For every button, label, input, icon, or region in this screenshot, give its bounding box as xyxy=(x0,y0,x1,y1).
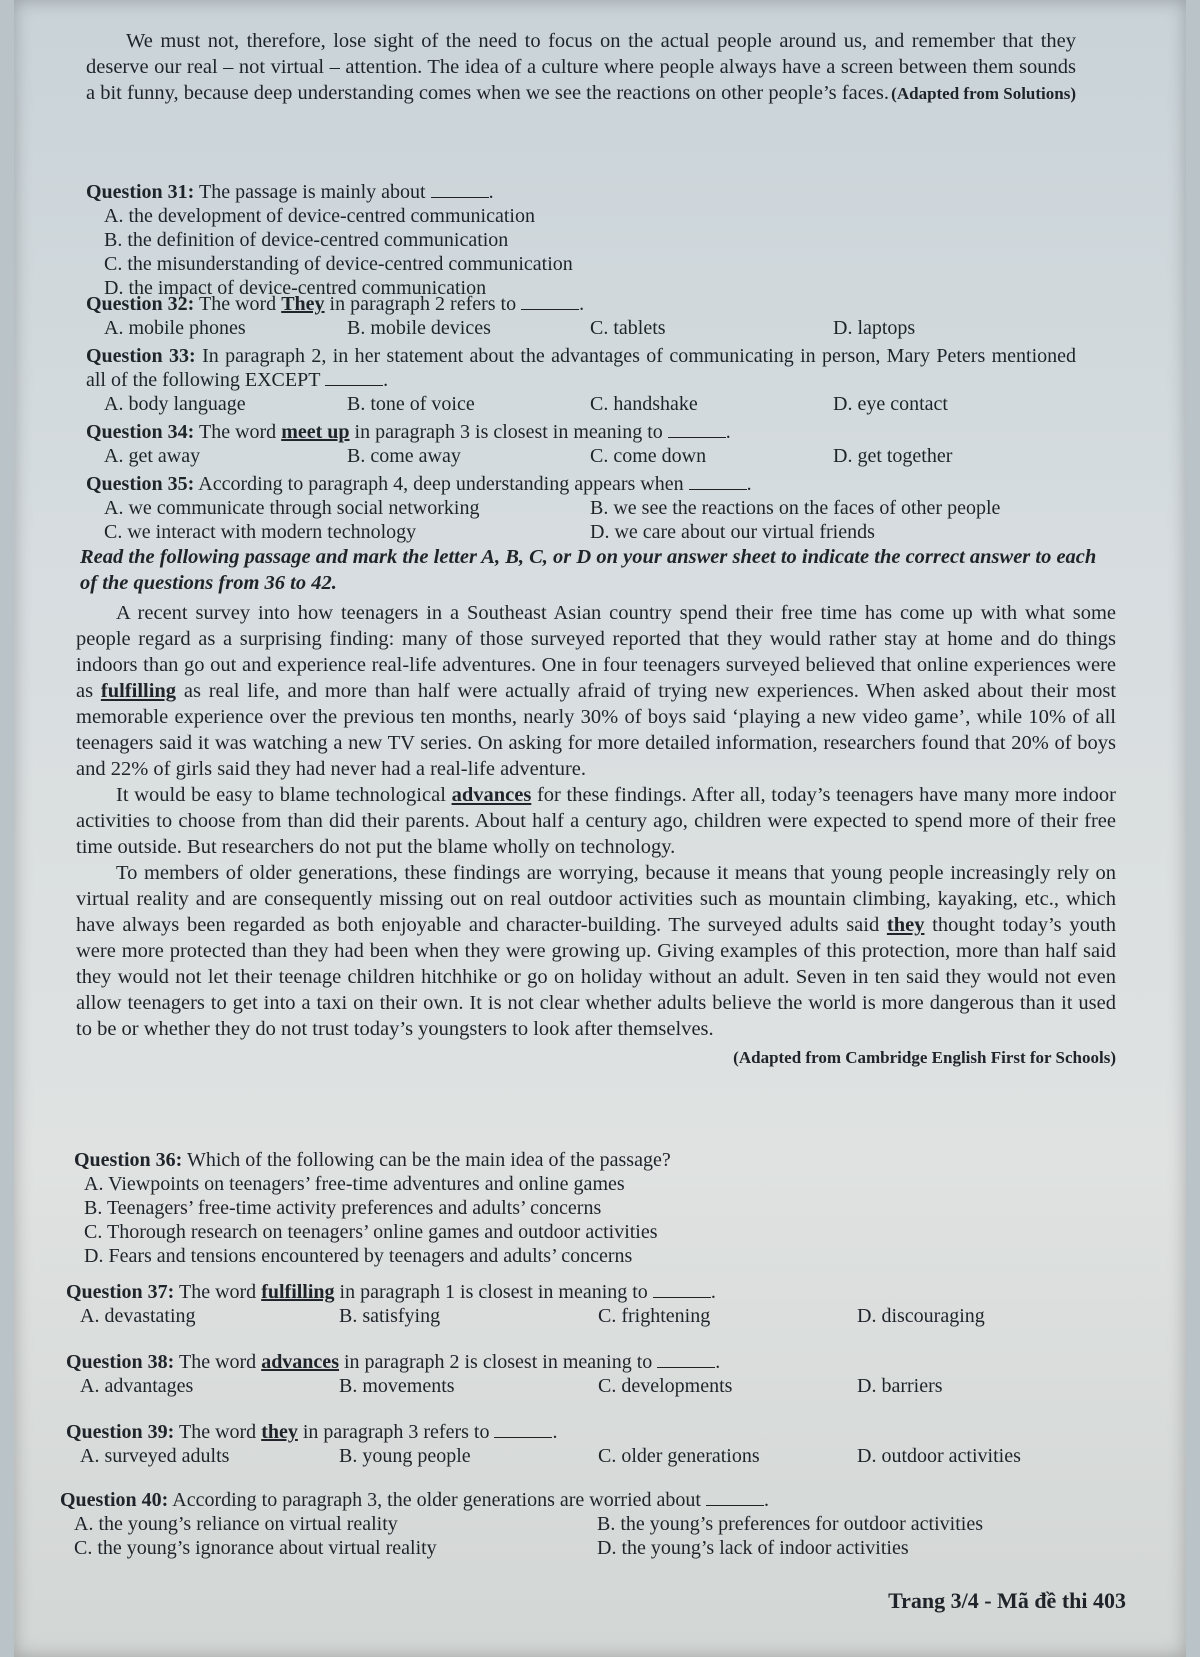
question-38: Question 38: The word advances in paragraph 2 is closest in meaning to . A. advantages B. movements C. developments D. barriers xyxy=(66,1350,1116,1398)
q35-text: According to paragraph 4, deep understanding appears when xyxy=(198,473,684,495)
q31-number: Question 31: xyxy=(86,181,195,203)
q37-option-c[interactable]: C. frightening xyxy=(598,1305,711,1327)
q40-option-d[interactable]: D. the young’s lack of indoor activities xyxy=(597,1537,909,1559)
q36-number: Question 36: xyxy=(74,1149,183,1171)
q33-number: Question 33: xyxy=(86,345,196,367)
q37-keyword: fulfilling xyxy=(261,1281,335,1303)
p1-keyword: fulfilling xyxy=(100,680,177,702)
instruction-block xyxy=(80,544,1110,596)
question-39: Question 39: The word they in paragraph 3 refers to . A. surveyed adults B. young people C. older generations D. outdoor activities xyxy=(66,1420,1116,1468)
intro-block xyxy=(86,28,1076,104)
q32-option-d[interactable]: D. laptops xyxy=(833,317,916,339)
q38-keyword: advances xyxy=(261,1351,339,1373)
page-footer: Trang 3/4 - Mã đề thi 403 xyxy=(888,1588,1126,1613)
passage-source: (Adapted from Cambridge English First for Schools) xyxy=(733,1048,1116,1067)
q31-text: The passage is mainly about xyxy=(198,181,426,203)
q37-option-a[interactable]: A. devastating xyxy=(80,1305,196,1327)
q34-number: Question 34: xyxy=(86,421,195,443)
q33-option-a[interactable]: A. body language xyxy=(104,393,246,415)
q35-number: Question 35: xyxy=(86,473,195,495)
q40-number: Question 40: xyxy=(60,1489,169,1511)
passage-paragraph-3: To members of older generations, these findings are worrying, because it means that young people increasingly rely on virtual reality and are consequently missing out on real outdoor activities such as mountain climbing, kayaking, etc., which have always been regarded as both enjoyable and character-building. The surveyed adults said they thought today’s youth were more protected than they had been when they were growing up. Giving examples of this protection, more than half said they would not let their teenage children hitchhike or go on holiday without an adult. Seven in ten said they would not even allow teenagers to get into a taxi on their own. It is not clear whether adults believe the world is more dangerous than it used to be or whether they do not trust today’s youngsters to look after themselves. xyxy=(76,862,1117,1040)
q34-option-a[interactable]: A. get away xyxy=(104,445,201,467)
q31-option-b[interactable]: B. the definition of device-centred communication xyxy=(104,229,509,251)
q37-number: Question 37: xyxy=(66,1281,175,1303)
passage-paragraph-1: A recent survey into how teenagers in a Southeast Asian country spend their free time has come up with what some people regard as a surprising finding: many of those surveyed reported that they would rather stay at home and do things indoors than go out and experience real-life adventures. One in four teenagers surveyed believed that online experiences were as fulfilling as real life, and more than half were actually afraid of trying new experiences. When asked about their most memorable experience over the previous ten months, nearly 30% of boys said ‘playing a new video game’, while 10% of all teenagers said it was watching a new TV series. On asking for more detailed information, researchers found that 20% of boys and 22% of girls said they had never had a real-life adventure. xyxy=(76,602,1117,780)
question-40: Question 40: According to paragraph 3, the older generations are worried about . A. the young’s reliance on virtual reality B. the young’s preferences for outdoor activities C. the young’s ignorance about virtual reality D. the young’s lack of indoor activities xyxy=(60,1488,1120,1560)
q33-blank xyxy=(325,369,383,386)
q32-option-b[interactable]: B. mobile devices xyxy=(347,317,491,339)
q33-option-c[interactable]: C. handshake xyxy=(590,393,698,415)
q34-keyword: meet up xyxy=(281,421,350,443)
q34-option-b[interactable]: B. come away xyxy=(347,445,461,467)
q35-option-b[interactable]: B. we see the reactions on the faces of other people xyxy=(590,497,1001,519)
q32-blank xyxy=(521,293,579,310)
q36-option-c[interactable]: C. Thorough research on teenagers’ online games and outdoor activities xyxy=(84,1221,658,1243)
q31-option-c[interactable]: C. the misunderstanding of device-centred communication xyxy=(104,253,573,275)
q40-text: According to paragraph 3, the older generations are worried about xyxy=(172,1489,701,1511)
question-37: Question 37: The word fulfilling in paragraph 1 is closest in meaning to . A. devastating B. satisfying C. frightening D. discouraging xyxy=(66,1280,1116,1328)
q36-option-a[interactable]: A. Viewpoints on teenagers’ free-time adventures and online games xyxy=(84,1173,625,1195)
q32-option-a[interactable]: A. mobile phones xyxy=(104,317,246,339)
section-instruction: Read the following passage and mark the letter A, B, C, or D on your answer sheet to indicate the correct answer to each of the questions from 36 to 42. xyxy=(80,546,1097,594)
q32-keyword: They xyxy=(281,293,325,315)
q32-number: Question 32: xyxy=(86,293,195,315)
q40-option-b[interactable]: B. the young’s preferences for outdoor activities xyxy=(597,1513,983,1535)
question-36 xyxy=(74,1148,1114,1268)
q38-number: Question 38: xyxy=(66,1351,175,1373)
q34-option-c[interactable]: C. come down xyxy=(590,445,707,467)
q39-option-c[interactable]: C. older generations xyxy=(598,1445,760,1467)
q31-blank xyxy=(431,181,489,198)
q34-option-d[interactable]: D. get together xyxy=(833,445,953,467)
q38-option-c[interactable]: C. developments xyxy=(598,1375,733,1397)
q32-option-c[interactable]: C. tablets xyxy=(590,317,666,339)
q39-number: Question 39: xyxy=(66,1421,175,1443)
question-35: Question 35: According to paragraph 4, deep understanding appears when . A. we communicate through social networking B. we see the reactions on the faces of other people C. we interact with modern technology D. we care about our virtual friends xyxy=(86,472,1076,544)
passage-paragraph-2: It would be easy to blame technological advances for these findings. After all, today’s teenagers have many more indoor activities to choose from than did their parents. About half a century ago, children were expected to spend more of their free time outside. But researchers do not put the blame wholly on technology. xyxy=(76,784,1117,858)
q37-option-d[interactable]: D. discouraging xyxy=(857,1305,985,1327)
q31-option-d[interactable]: D. the impact of device-centred communication xyxy=(104,277,487,299)
q39-option-b[interactable]: B. young people xyxy=(339,1445,471,1467)
q35-option-c[interactable]: C. we interact with modern technology xyxy=(104,521,417,543)
q40-option-a[interactable]: A. the young’s reliance on virtual reality xyxy=(74,1513,398,1535)
q34-blank xyxy=(668,421,726,438)
q33-text: In paragraph 2, in her statement about the advantages of communicating in person, Mary Peters mentioned all of the following EXCEPT xyxy=(86,345,1077,391)
q31-option-a[interactable]: A. the development of device-centred communication xyxy=(104,205,535,227)
q38-option-b[interactable]: B. movements xyxy=(339,1375,455,1397)
p2-keyword: advances xyxy=(451,784,532,806)
intro-paragraph: We must not, therefore, lose sight of the need to focus on the actual people around us, and remember that they deserve our real – not virtual – attention. The idea of a culture where people always have a screen between them sounds a bit funny, because deep understanding comes when we see the reactions on other people’s faces. xyxy=(86,30,1076,104)
question-34: Question 34: The word meet up in paragraph 3 is closest in meaning to . A. get away B. come away C. come down D. get together xyxy=(86,420,1076,468)
q40-blank xyxy=(706,1489,764,1506)
q36-option-d[interactable]: D. Fears and tensions encountered by teenagers and adults’ concerns xyxy=(84,1245,633,1267)
q38-option-a[interactable]: A. advantages xyxy=(80,1375,194,1397)
q36-text: Which of the following can be the main idea of the passage? xyxy=(186,1149,671,1171)
q39-blank xyxy=(494,1421,552,1438)
q39-keyword: they xyxy=(261,1421,298,1443)
question-31: Question 31: The passage is mainly about . A. the development of device-centred communication B. the definition of device-centred communication C. the misunderstanding of device-centred communication D. the impact of device-centred communication xyxy=(86,180,1076,300)
question-32: Question 32: The word They in paragraph 2 refers to . A. mobile phones B. mobile devices C. tablets D. laptops xyxy=(86,292,1076,340)
passage-block xyxy=(76,600,1116,1068)
q36-option-b[interactable]: B. Teenagers’ free-time activity preferences and adults’ concerns xyxy=(84,1197,602,1219)
q37-blank xyxy=(653,1281,711,1298)
question-33: Question 33: In paragraph 2, in her statement about the advantages of communicating in person, Mary Peters mentioned all of the following EXCEPT . A. body language B. tone of voice C. handshake D. eye contact xyxy=(86,345,1077,415)
intro-source: (Adapted from Solutions) xyxy=(891,84,1076,103)
q35-option-a[interactable]: A. we communicate through social networking xyxy=(104,497,480,519)
exam-page xyxy=(14,0,1186,1657)
q37-option-b[interactable]: B. satisfying xyxy=(339,1305,441,1327)
q35-blank xyxy=(689,473,747,490)
q39-option-a[interactable]: A. surveyed adults xyxy=(80,1445,230,1467)
q35-option-d[interactable]: D. we care about our virtual friends xyxy=(590,521,875,543)
q33-option-d[interactable]: D. eye contact xyxy=(833,393,948,415)
q38-blank xyxy=(657,1351,715,1368)
p3-keyword: they xyxy=(886,914,925,936)
q39-option-d[interactable]: D. outdoor activities xyxy=(857,1445,1021,1467)
q38-option-d[interactable]: D. barriers xyxy=(857,1375,943,1397)
q33-option-b[interactable]: B. tone of voice xyxy=(347,393,475,415)
q40-option-c[interactable]: C. the young’s ignorance about virtual reality xyxy=(74,1537,437,1559)
